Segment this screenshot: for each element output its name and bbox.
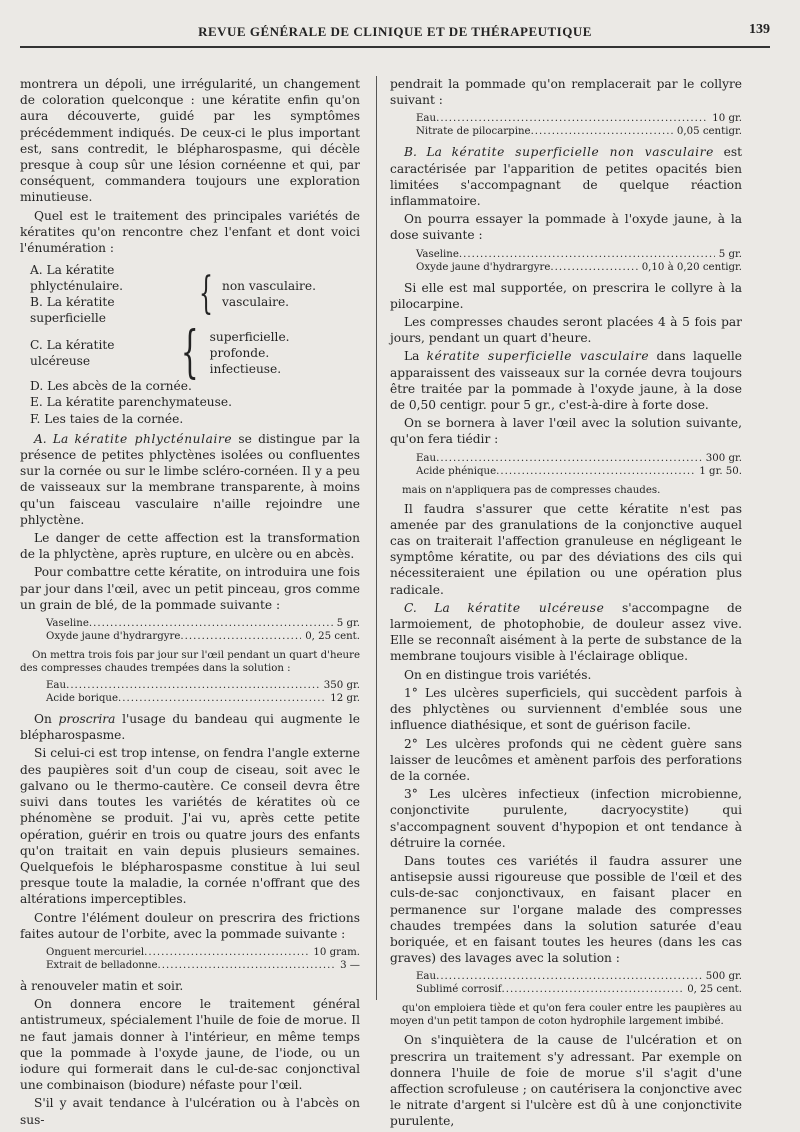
class-b-nonvascular: non vasculaire. bbox=[222, 279, 316, 294]
paragraph: 1° Les ulcères superficiels, qui succèdent parfois à des phlyctènes ou surviennent d'emblée sous une influence diathésique, et sont de guérison facile. bbox=[390, 685, 742, 733]
prescription-line: Oxyde jaune d'hydrargyre ..... 0, 25 cent. bbox=[46, 630, 360, 643]
paragraph: Le danger de cette affection est la transformation de la phlyctène, après rupture, en ulcère ou en abcès. bbox=[20, 531, 360, 562]
paragraph: On proscrira l'usage du bandeau qui augmente le blépharospasme. bbox=[20, 712, 361, 743]
prescription bbox=[46, 617, 360, 643]
prescription bbox=[416, 970, 742, 996]
prescription-line: Onguent mercuriel ..... 10 gram. bbox=[46, 946, 360, 959]
paragraph: Il faudra s'assurer que cette kératite n'est pas amenée par des granulations de la conjonctive auquel cas on traiterait l'affection granuleuse en négligeant le symptôme kératite, ou par des déviations des cils qui nécessiteraient une épilation ou une opération plus radicale. bbox=[390, 501, 742, 597]
column-divider bbox=[376, 76, 377, 1000]
prescription-line: Eau ..... 350 gr. bbox=[46, 679, 360, 692]
paragraph: On pourra essayer la pommade à l'oxyde jaune, à la dose suivante : bbox=[390, 212, 742, 243]
paragraph: 3° Les ulcères infectieux (infection microbienne, conjonctivite purulente, dacryocystite) qui s'accompagnent souvent d'hypopion et ont tendance à détruire la cornée. bbox=[390, 787, 742, 850]
prescription-line: Sublimé corrosif ..... 0, 25 cent. bbox=[416, 983, 742, 996]
paragraph: On en distingue trois variétés. bbox=[404, 667, 592, 682]
prescription bbox=[416, 248, 742, 274]
page-number: 139 bbox=[749, 22, 770, 37]
brace: { bbox=[180, 320, 199, 386]
prescription-line: Acide borique ..... 12 gr. bbox=[46, 692, 360, 705]
class-c: C. La kératite ulcéreuse bbox=[30, 338, 115, 369]
class-e: E. La kératite parenchymateuse. bbox=[30, 395, 232, 410]
prescription bbox=[46, 946, 360, 972]
page-header bbox=[20, 14, 770, 48]
paragraph: Quel est le traitement des principales variétés de kératites qu'on rencontre chez l'enfant et dont voici l'énumération : bbox=[20, 208, 360, 256]
paragraph: 2° Les ulcères profonds qui ne cèdent guère sans laisser de leucômes et amènent parfois des perforations de la cornée. bbox=[390, 736, 742, 783]
paragraph: Pour combattre cette kératite, on introduira une fois par jour dans l'œil, avec un petit pinceau, gros comme un grain de blé, de la pommade suivante : bbox=[20, 565, 360, 612]
brace: { bbox=[199, 268, 213, 320]
class-c-1: superficielle. bbox=[209, 330, 290, 345]
prescription-line: Nitrate de pilocarpine ..... 0,05 centigr. bbox=[416, 125, 742, 138]
prescription-line: Vaseline ..... 5 gr. bbox=[46, 617, 360, 630]
prescription-line: Eau ..... 10 gr. bbox=[416, 112, 742, 125]
prescription-line: Eau ..... 500 gr. bbox=[416, 970, 742, 983]
note: qu'on emploiera tiède et qu'on fera couler entre les paupières au moyen d'un petit tampon de coton hydrophile largement imbibé. bbox=[390, 1003, 742, 1028]
note: On mettra trois fois par jour sur l'œil pendant un quart d'heure des compresses chaudes trempées dans la solution : bbox=[20, 650, 360, 675]
paragraph: On donnera encore le traitement général antistrumeux, spécialement l'huile de foie de morue. Il ne faut jamais donner à l'intérieur, en même temps que la pommade à l'oxyde jaune, de l'iode, ou un iodure qui formerait dans le cul-de-sac conjonctival une combinaison (biodure) néfaste pour l'œil. bbox=[20, 997, 360, 1093]
paragraph: pendrait la pommade qu'on remplacerait par le collyre suivant : bbox=[390, 77, 742, 108]
prescription bbox=[416, 112, 742, 138]
paragraph: A. La kératite phlycténulaire se distingue par la présence de petites phlyctènes isolées ou confluentes sur la cornée ou sur le limbe scléro-cornéen. Il y a peu de vaisseaux sur la membrane transparente, à moins qu'un faisceau vasculaire n'aille rejoindre une phlyctène. bbox=[20, 431, 360, 527]
paragraph: La kératite superficielle vasculaire dans laquelle apparaissent des vaisseaux sur la cornée devra toujours être traitée par la pommade à l'oxyde jaune, à la dose de 0,50 centigr. pour 5 gr., c'est-à-dire à forte dose. bbox=[390, 349, 742, 413]
right-column bbox=[390, 76, 742, 1132]
paragraph: montrera un dépoli, une irrégularité, un changement de coloration quelconque : une kératite enfin qu'on aura découverte, guidé par les symptômes précédemment indiqués. De ceux-ci le plus important est, sans contredit, le blépharospasme, qui décèle presque à coup sûr une lésion cornéenne et qui, par conséquent, commandera toujours une exploration minutieuse. bbox=[20, 77, 360, 205]
class-c-2: profonde. bbox=[209, 346, 270, 361]
paragraph: Contre l'élément douleur on prescrira des frictions faites autour de l'orbite, avec la pommade suivante : bbox=[20, 910, 360, 941]
left-column bbox=[20, 76, 360, 1130]
paragraph: à renouveler matin et soir. bbox=[20, 978, 184, 993]
prescription-line: Acide phénique ..... 1 gr. 50. bbox=[416, 465, 742, 478]
running-title: REVUE GÉNÉRALE DE CLINIQUE ET DE THÉRAPEUTIQUE bbox=[198, 24, 592, 39]
prescription-line: Oxyde jaune d'hydrargyre ..... 0,10 à 0,20 centigr. bbox=[416, 261, 742, 274]
paragraph: Si celui-ci est trop intense, on fendra l'angle externe des paupières soit d'un coup de ciseau, soit avec le galvano ou le thermo-cautère. Ce conseil devra être suivi dans toutes les variétés de kératites où ce phénomène se produit. J'ai vu, après cette petite opération, guérir en trois ou quatre jours des enfants qu'on traitait en vain depuis plusieurs semaines. Quelquefois le blépharospasme constitue à lui seul presque toute la maladie, la cornée n'offrant que des altérations imperceptibles. bbox=[20, 746, 360, 907]
paragraph: B. La kératite superficielle non vasculaire est caractérisée par l'apparition de petites opacités bien limitées s'accompagnant de quelque réaction inflammatoire. bbox=[390, 145, 742, 209]
prescription bbox=[416, 452, 742, 478]
paragraph: S'il y avait tendance à l'ulcération ou à l'abcès on sus- bbox=[20, 1096, 360, 1127]
class-b-vascular: vasculaire. bbox=[222, 295, 290, 310]
class-b: B. La kératite superficielle bbox=[30, 295, 115, 326]
paragraph: C. La kératite ulcéreuse s'accompagne de larmoiement, de photophobie, de douleur assez vive. Elle se reconnaît aisément à la perte de substance de la membrane toujours visible à l'éclairage oblique. bbox=[390, 600, 742, 664]
class-f: F. Les taies de la cornée. bbox=[30, 411, 184, 426]
paragraph: Les compresses chaudes seront placées 4 à 5 fois par jours, pendant un quart d'heure. bbox=[390, 315, 742, 346]
class-d: D. Les abcès de la cornée. bbox=[30, 379, 192, 394]
class-a: A. La kératite phlycténulaire. bbox=[30, 263, 124, 294]
paragraph: On s'inquiètera de la cause de l'ulcération et on prescrira un traitement s'y adressant. Par exemple on donnera l'huile de foie de morue s'il s'agit d'une affection scrofuleuse ; on cautérisera la conjonctive avec le nitrate d'argent si l'ulcère est dû à une conjonctivite purulente, bbox=[390, 1033, 742, 1129]
class-c-3: infectieuse. bbox=[209, 362, 282, 377]
prescription bbox=[46, 679, 360, 705]
keratitis-classification bbox=[30, 262, 360, 427]
text-columns bbox=[20, 76, 770, 1129]
prescription-line: Extrait de belladonne ..... 3 — bbox=[46, 959, 360, 972]
paragraph: On se bornera à laver l'œil avec la solution suivante, qu'on fera tiédir : bbox=[390, 416, 742, 447]
paragraph: Dans toutes ces variétés il faudra assurer une antisepsie aussi rigoureuse que possible de l'œil et des culs-de-sac conjonctivaux, en faisant placer en permanence sur l'organe malade des compresses chaudes trempées dans la solution saturée d'eau boriquée, et en faisant toutes les heures (dans les cas graves) des lavages avec la solution : bbox=[390, 853, 742, 966]
paragraph: Si elle est mal supportée, on prescrira le collyre à la pilocarpine. bbox=[390, 280, 742, 311]
prescription-line: Eau ..... 300 gr. bbox=[416, 452, 742, 465]
prescription-line: Vaseline ..... 5 gr. bbox=[416, 248, 742, 261]
note: mais on n'appliquera pas de compresses chaudes. bbox=[402, 484, 661, 496]
